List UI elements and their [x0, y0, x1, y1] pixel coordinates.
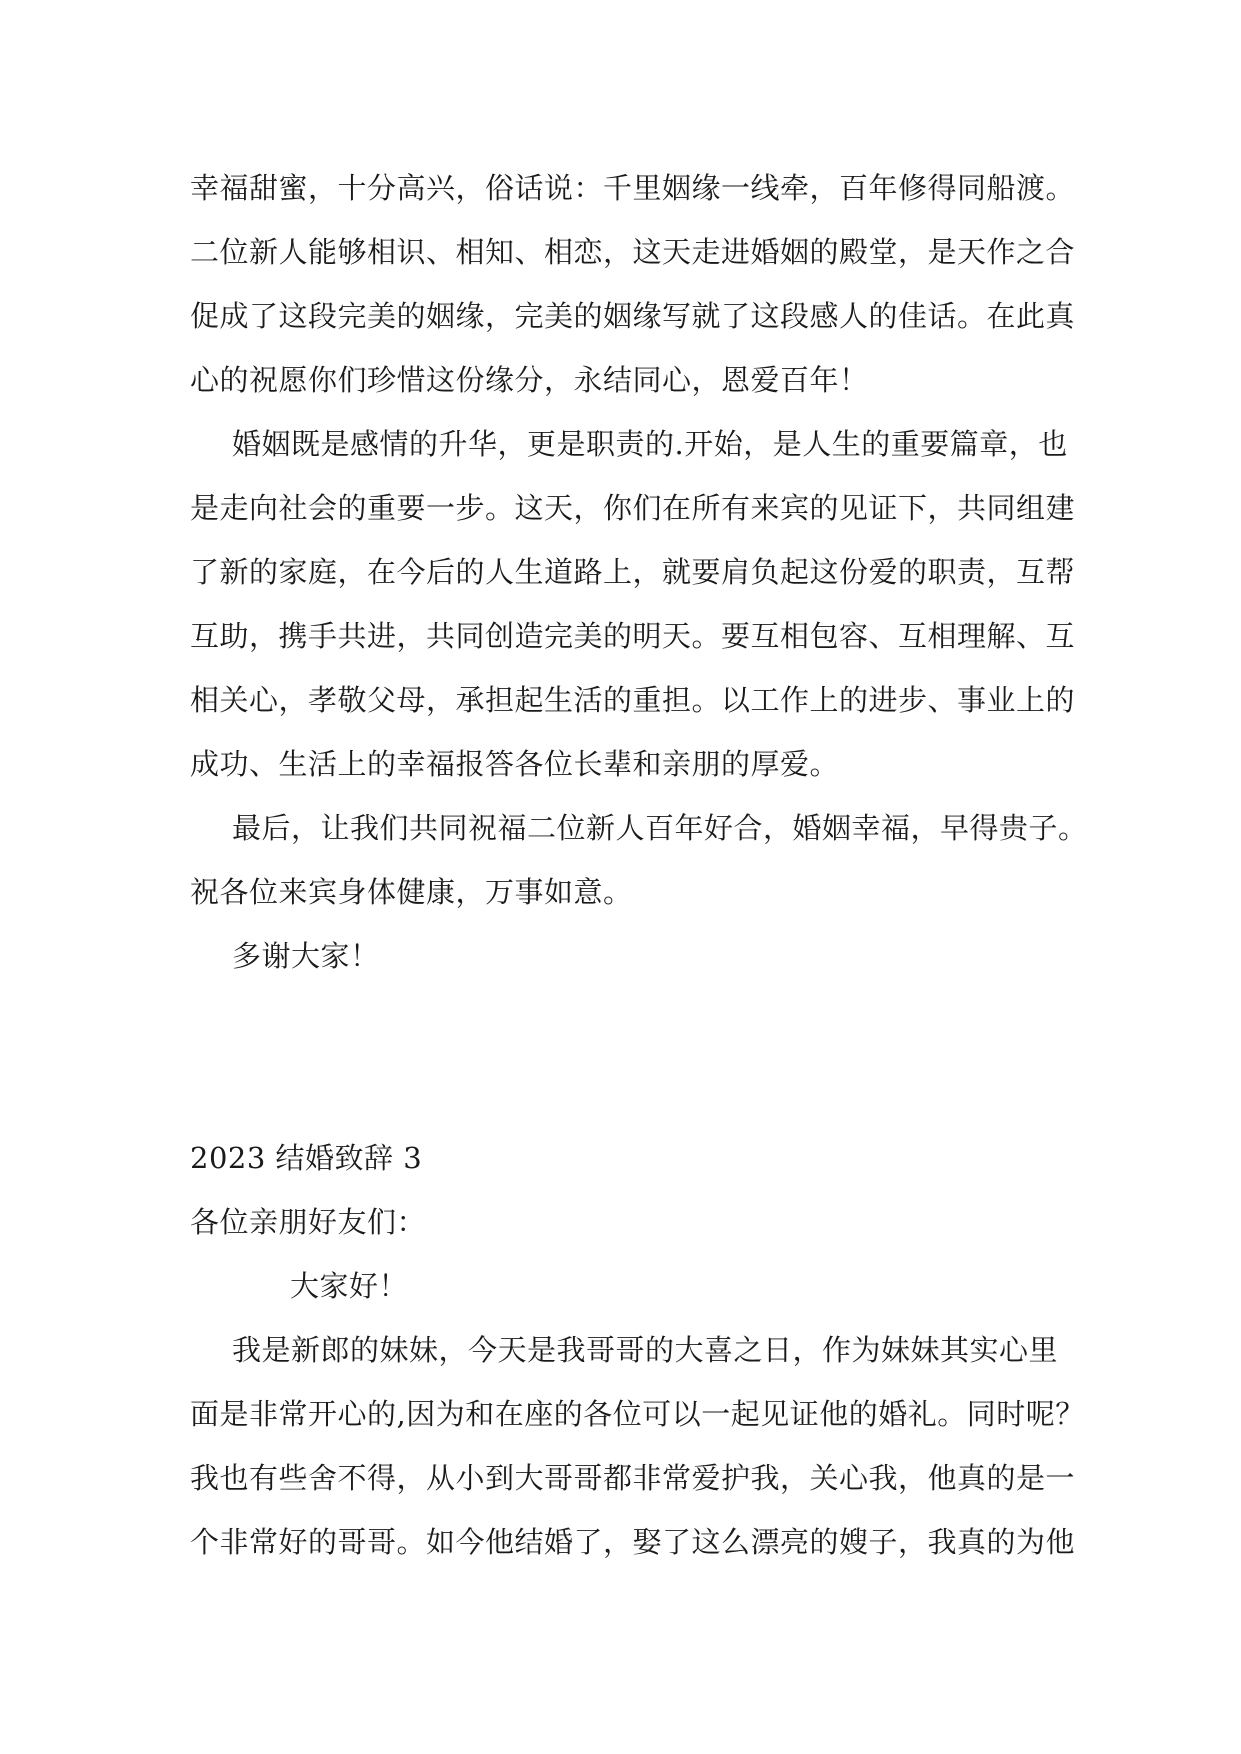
- text-line: 是走向社会的重要一步。这天，你们在所有来宾的见证下，共同组建: [190, 491, 1076, 525]
- text-line: 二位新人能够相识、相知、相恋，这天走进婚姻的殿堂，是天作之合: [190, 235, 1076, 269]
- text-line: 个非常好的哥哥。如今他结婚了，娶了这么漂亮的嫂子，我真的为他: [190, 1525, 1076, 1559]
- closing-line: 多谢大家！: [232, 939, 380, 973]
- text-line: 心的祝愿你们珍惜这份缘分，永结同心，恩爱百年！: [190, 363, 869, 397]
- text-line: 了新的家庭，在今后的人生道路上，就要肩负起这份爱的职责，互帮: [190, 555, 1076, 589]
- text-line: 我也有些舍不得，从小到大哥哥都非常爱护我，关心我，他真的是一: [190, 1461, 1076, 1495]
- salutation-line: 各位亲朋好友们：: [190, 1205, 427, 1239]
- paragraph-start-line: 我是新郎的妹妹，今天是我哥哥的大喜之日，作为妹妹其实心里: [232, 1333, 1059, 1367]
- paragraph-start-line: 婚姻既是感情的升华，更是职责的.开始，是人生的重要篇章，也: [232, 427, 1068, 461]
- text-line: 促成了这段完美的姻缘，完美的姻缘写就了这段感人的佳话。在此真: [190, 299, 1076, 333]
- text-line: 互助，携手共进，共同创造完美的明天。要互相包容、互相理解、互: [190, 619, 1076, 653]
- text-line: 相关心，孝敬父母，承担起生活的重担。以工作上的进步、事业上的: [190, 683, 1076, 717]
- text-line: 幸福甜蜜，十分高兴，俗话说：千里姻缘一线牵，百年修得同船渡。: [190, 171, 1076, 205]
- text-line: 成功、生活上的幸福报答各位长辈和亲朋的厚爱。: [190, 747, 840, 781]
- paragraph-start-line: 最后，让我们共同祝福二位新人百年好合，婚姻幸福，早得贵子。: [232, 811, 1088, 845]
- text-line: 祝各位来宾身体健康，万事如意。: [190, 875, 633, 909]
- greeting-line: 大家好！: [290, 1269, 409, 1303]
- text-line: 面是非常开心的,因为和在座的各位可以一起见证他的婚礼。同时呢？: [190, 1397, 1085, 1431]
- section-title: 2023 结婚致辞 3: [190, 1141, 423, 1175]
